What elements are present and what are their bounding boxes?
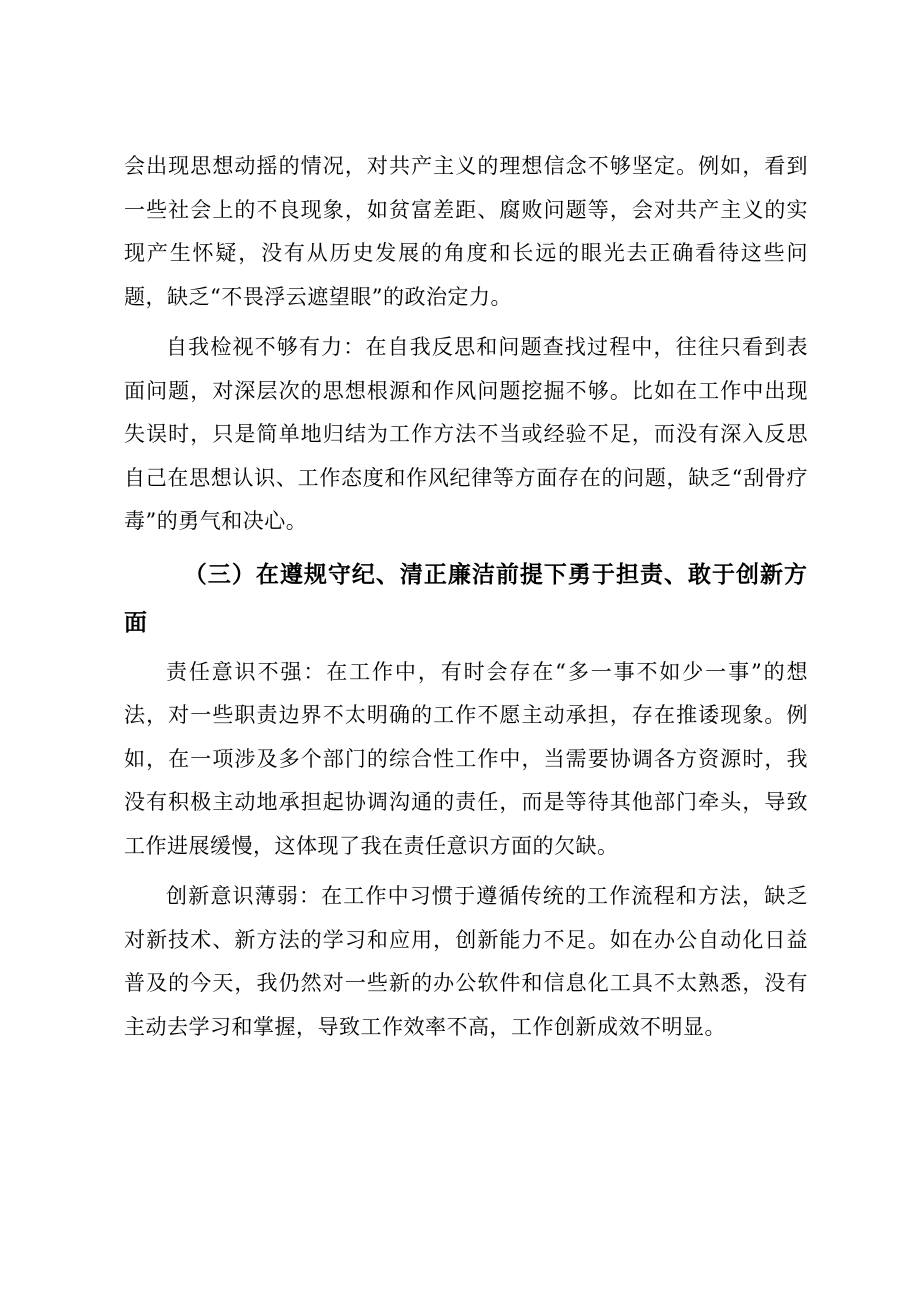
section-heading-three: （三）在遵规守纪、清正廉洁前提下勇于担责、敢于创新方面: [124, 560, 808, 636]
paragraph-innovation: 创新意识薄弱：在工作中习惯于遵循传统的工作流程和方法，缺乏对新技术、新方法的学习和应用，创新能力不足。如在办公自动化日益普及的今天，我仍然对一些新的办公软件和信息化工具不太熟悉，没有主动去学习和掌握，导致工作效率不高，工作创新成效不明显。: [124, 884, 808, 1039]
document-page: [124, 145, 808, 1056]
paragraph-ideal-belief-continuation: 会出现思想动摇的情况，对共产主义的理想信念不够坚定。例如，看到一些社会上的不良现象，如贫富差距、腐败问题等，会对共产主义的实现产生怀疑，没有从历史发展的角度和长远的眼光去正确看待这些问题，缺乏“不畏浮云遮望眼”的政治定力。: [124, 154, 808, 309]
paragraph-responsibility: 责任意识不强：在工作中，有时会存在“多一事不如少一事”的想法，对一些职责边界不太明确的工作不愿主动承担，存在推诿现象。例如，在一项涉及多个部门的综合性工作中，当需要协调各方资源时，我没有积极主动地承担起协调沟通的责任，而是等待其他部门牵头，导致工作进展缓慢，这体现了我在责任意识方面的欠缺。: [124, 659, 808, 858]
paragraph-self-examination: 自我检视不够有力：在自我反思和问题查找过程中，往往只看到表面问题，对深层次的思想根源和作风问题挖掘不够。比如在工作中出现失误时，只是简单地归结为工作方法不当或经验不足，而没有深入反思自己在思想认识、工作态度和作风纪律等方面存在的问题，缺乏“刮骨疗毒”的勇气和决心。: [124, 335, 808, 533]
